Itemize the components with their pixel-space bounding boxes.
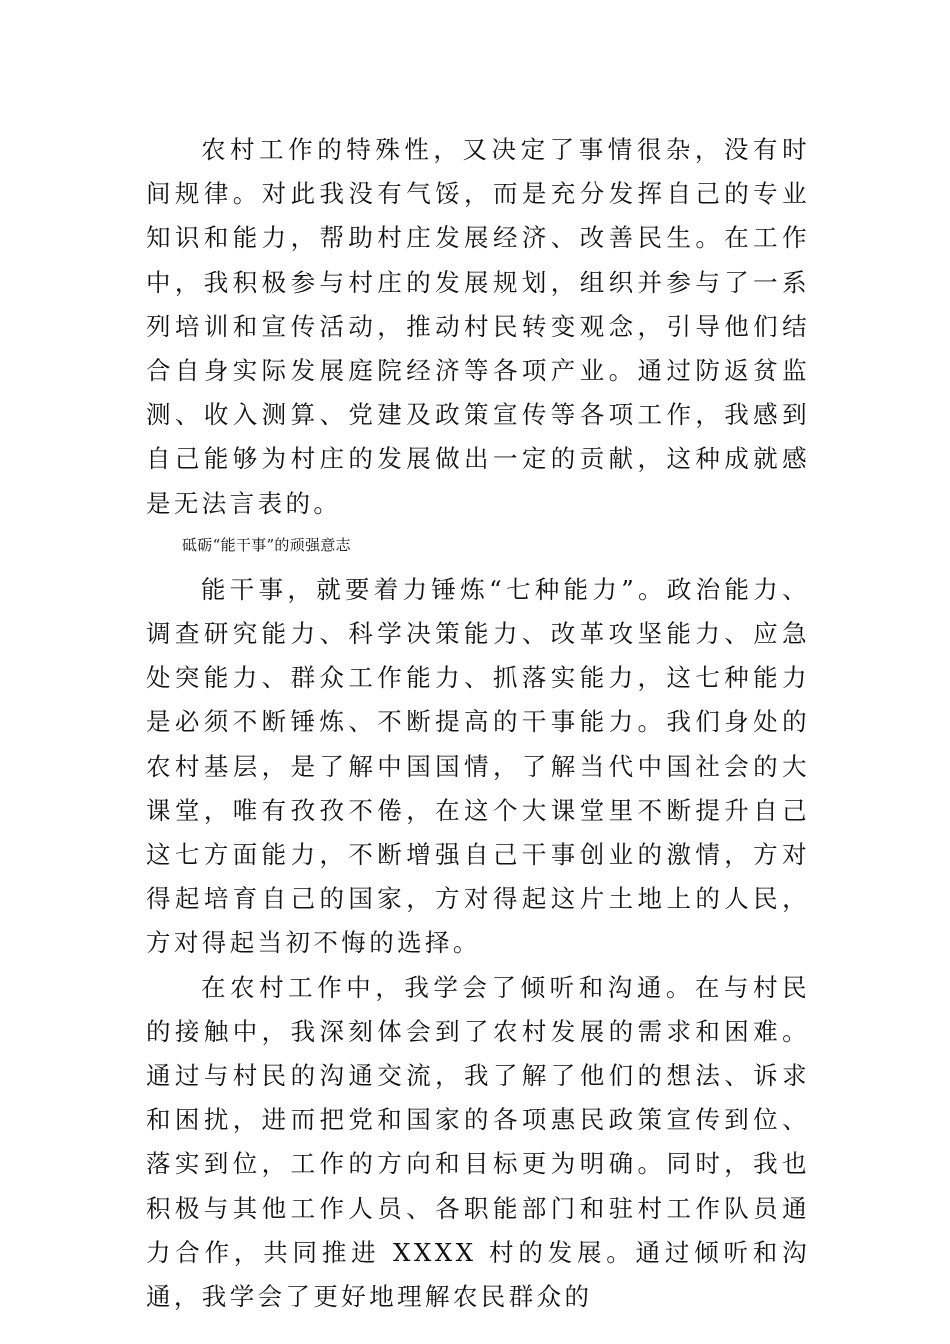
section-subheading: 砥砺“能干事”的顽强意志 [182,535,351,554]
paragraph-listening-communication: 在农村工作中，我学会了倾听和沟通。在与村民的接触中，我深刻体会到了农村发展的需求和困难。通过与村民的沟通交流，我了解了他们的想法、诉求和困扰，进而把党和国家的各项惠民政策宣传到位、落实到位，工作的方向和目标更为明确。同时，我也积极与其他工作人员、各职能部门和驻村工作队员通力合作，共同推进 XXXX 村的发展。通过倾听和沟通，我学会了更好地理解农民群众的 [146,972,810,1312]
paragraph-rural-work-nature: 农村工作的特殊性，又决定了事情很杂，没有时间规律。对此我没有气馁，而是充分发挥自己的专业知识和能力，帮助村庄发展经济、改善民生。在工作中，我积极参与村庄的发展规划，组织并参与了一系列培训和宣传活动，推动村民转变观念，引导他们结合自身实际发展庭院经济等各项产业。通过防返贫监测、收入测算、党建及政策宣传等各项工作，我感到自己能够为村庄的发展做出一定的贡献，这种成就感是无法言表的。 [146,135,810,518]
paragraph-seven-abilities: 能干事，就要着力锤炼“七种能力”。政治能力、调查研究能力、科学决策能力、改革攻坚能力、应急处突能力、群众工作能力、抓落实能力，这七种能力是必须不断锤炼、不断提高的干事能力。我们身处的农村基层，是了解中国国情，了解当代中国社会的大课堂，唯有孜孜不倦，在这个大课堂里不断提升自己这七方面能力，不断增强自己干事创业的激情，方对得起培育自己的国家，方对得起这片土地上的人民，方对得起当初不悔的选择。 [146,574,810,958]
document-body [146,128,810,1319]
